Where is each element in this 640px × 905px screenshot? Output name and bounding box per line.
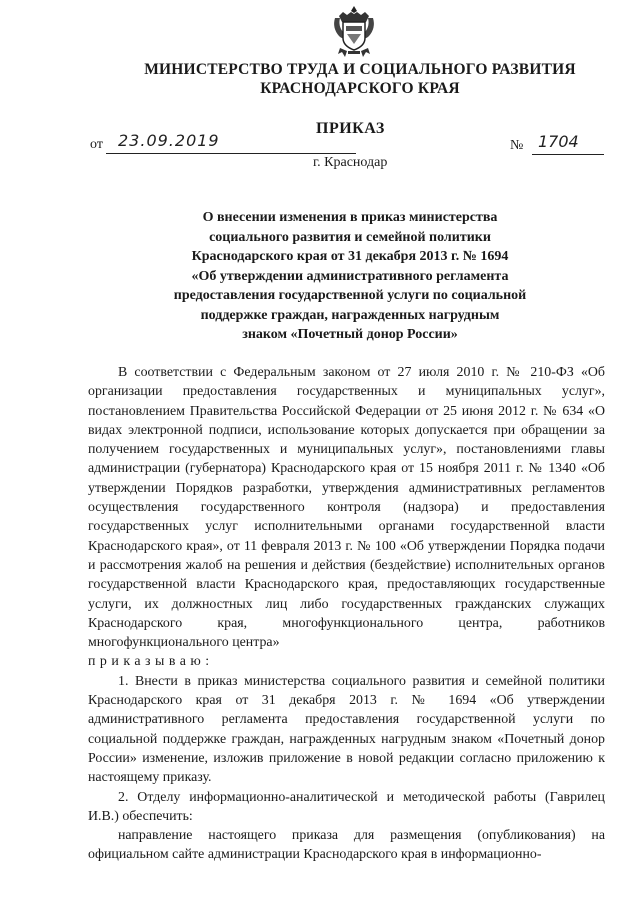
subject-line: «Об утверждении административного регламента	[191, 268, 509, 284]
number-prefix: №	[510, 138, 524, 153]
order-body	[88, 363, 605, 865]
preamble-paragraph: В соответствии с Федеральным законом от 27 июля 2010 г. № 210-ФЗ «Об организации предоставления государственных и муниципальных услуг», постановлением Правительства Российской Федерации от 25 июня 2012 г. № 634 «О видах электронной подписи, использование которых допускается при обращении за получением государственных и муниципальных услуг», постановлениями главы администрации (губернатора) Краснодарского края от 15 ноября 2011 г. № 1340 «Об утверждении Порядков разработки, утверждения административных регламентов осуществления государственного контроля (надзора) и предоставления государственных услуг исполнительными органами государственной власти Краснодарского края», от 11 февраля 2013 г. № 100 «Об утверждении Порядка подачи и рассмотрения жалоб на решения и действия (бездействие) исполнительных органов государственной власти Краснодарского края, предоставляющих государственные услуги, их должностных лиц либо государственных гражданских служащих Краснодарского края, многофункционального центра, работников многофункционального центра»	[88, 365, 605, 651]
subject-line: Краснодарского края от 31 декабря 2013 г. № 1694	[191, 249, 509, 264]
subject-line: знаком «Почетный донор России»	[242, 327, 458, 342]
city-name: г. Краснодар	[313, 155, 388, 170]
handwritten-number: 1704	[538, 132, 579, 151]
ministry-name-line: КРАСНОДАРСКОГО КРАЯ	[260, 80, 460, 97]
date-prefix: от	[90, 137, 103, 152]
document-type-title: ПРИКАЗ	[316, 120, 385, 137]
ministry-name-line: МИНИСТЕРСТВО ТРУДА И СОЦИАЛЬНОГО РАЗВИТИЯ	[144, 61, 576, 78]
order-keyword: приказываю:	[88, 654, 214, 670]
handwritten-date: 23.09.2019	[118, 131, 220, 150]
item-2-paragraph: 2. Отделу информационно-аналитической и методической работы (Гаврилец И.В.) обеспечить:	[88, 789, 605, 824]
subject-line: предоставления государственной услуги по социальной	[173, 288, 527, 303]
number-underline	[532, 154, 604, 155]
subject-line: социального развития и семейной политики	[209, 229, 491, 245]
item-2a-paragraph: направление настоящего приказа для размещения (опубликования) на официальном сайте администрации Краснодарского края в информационно-	[88, 828, 605, 863]
subject-line: поддержке граждан, награжденных нагрудным	[200, 307, 500, 323]
krasnodar-coat-of-arms-icon	[331, 4, 377, 60]
date-underline	[106, 153, 356, 154]
item-1-paragraph: 1. Внести в приказ министерства социального развития и семейной политики Краснодарского края от 31 декабря 2013 г. № 1694 «Об утверждении административного регламента предоставления государственной услуги по социальной поддержке граждан, награжденных нагрудным знаком «Почетный донор России» изменение, изложив приложение в новой редакции согласно приложению к настоящему приказу.	[88, 673, 605, 786]
order-subject	[100, 208, 600, 345]
subject-line: О внесении изменения в приказ министерства	[202, 210, 498, 225]
ministry-name	[40, 60, 640, 98]
